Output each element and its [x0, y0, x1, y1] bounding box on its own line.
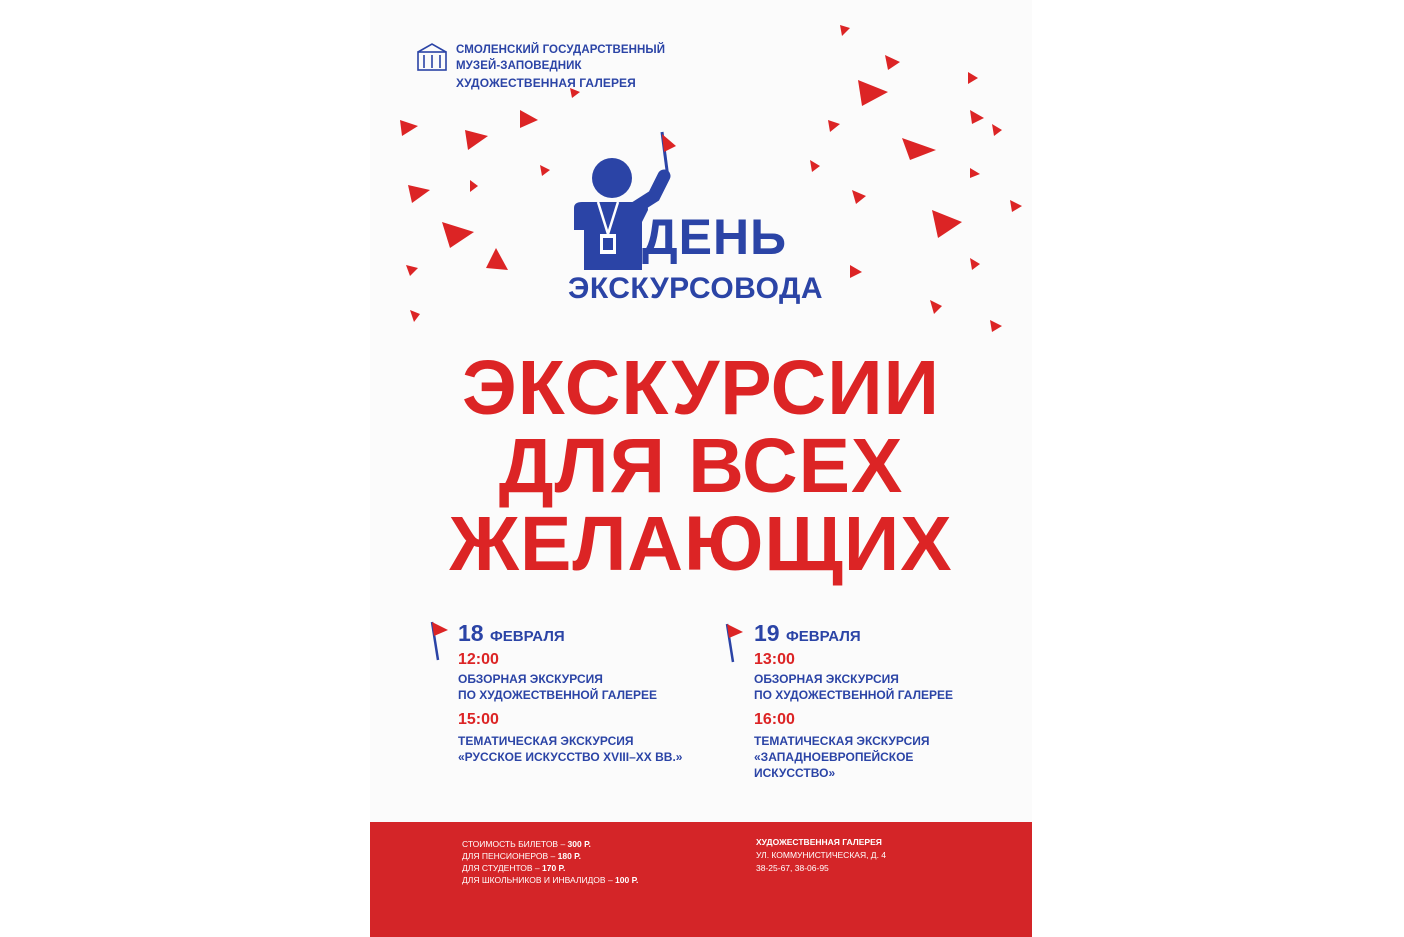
- price-label: ДЛЯ ШКОЛЬНИКОВ И ИНВАЛИДОВ –: [462, 875, 616, 885]
- price-value: 300 Р.: [567, 839, 591, 849]
- day2-event1-time: 13:00: [754, 651, 795, 668]
- schedule-day1-date: [458, 622, 565, 645]
- price-label: ДЛЯ ПЕНСИОНЕРОВ –: [462, 851, 558, 861]
- day2-event1-desc-line2: ПО ХУДОЖЕСТВЕННОЙ ГАЛЕРЕЕ: [754, 688, 954, 702]
- day2-event2-time: 16:00: [754, 711, 795, 728]
- museum-name-line2: МУЗЕЙ-ЗАПОВЕДНИК: [456, 60, 582, 72]
- museum-logo-icon: [416, 42, 448, 72]
- day2-month: ФЕВРАЛЯ: [785, 628, 861, 645]
- price-label: СТОИМОСТЬ БИЛЕТОВ –: [462, 839, 568, 849]
- footer-bar: [370, 822, 1032, 937]
- venue-phones: 38-25-67, 38-06-95: [756, 863, 829, 873]
- red-flag-icon: [430, 620, 450, 662]
- price-value: 180 Р.: [557, 851, 581, 861]
- price-line-1: [462, 840, 591, 849]
- day2-event2-desc-line3: ИСКУССТВО»: [754, 766, 836, 780]
- price-label: ДЛЯ СТУДЕНТОВ –: [462, 863, 543, 873]
- headline-line1: ЭКСКУРСИИ: [462, 345, 940, 431]
- day1-event1-desc-line2: ПО ХУДОЖЕСТВЕННОЙ ГАЛЕРЕЕ: [458, 688, 658, 702]
- day1-number: 18: [458, 620, 484, 646]
- title-guide: ЭКСКУРСОВОДА: [568, 272, 824, 305]
- museum-name-line1: СМОЛЕНСКИЙ ГОСУДАРСТВЕННЫЙ: [456, 44, 666, 56]
- red-flag-icon: [725, 622, 745, 664]
- day1-event1-time: 12:00: [458, 651, 499, 668]
- headline-line3: ЖЕЛАЮЩИХ: [449, 501, 953, 587]
- price-value: 100 Р.: [615, 875, 639, 885]
- day1-event2-time: 15:00: [458, 711, 499, 728]
- poster: [370, 0, 1032, 937]
- price-line-4: [462, 876, 638, 885]
- day1-event2-desc-line1: ТЕМАТИЧЕСКАЯ ЭКСКУРСИЯ: [458, 734, 634, 748]
- venue-address: УЛ. КОММУНИСТИЧЕСКАЯ, Д. 4: [756, 850, 887, 860]
- gallery-name: ХУДОЖЕСТВЕННАЯ ГАЛЕРЕЯ: [456, 76, 636, 90]
- day2-event1-desc-line1: ОБЗОРНАЯ ЭКСКУРСИЯ: [754, 672, 899, 686]
- schedule-day2-date: [754, 622, 861, 645]
- day1-month: ФЕВРАЛЯ: [489, 628, 565, 645]
- day1-event1-desc-line1: ОБЗОРНАЯ ЭКСКУРСИЯ: [458, 672, 603, 686]
- day1-event2-desc-line2: «РУССКОЕ ИСКУССТВО XVIII–XX ВВ.»: [458, 750, 683, 764]
- price-line-2: [462, 852, 581, 861]
- day2-event2-desc-line1: ТЕМАТИЧЕСКАЯ ЭКСКУРСИЯ: [754, 734, 930, 748]
- day2-number: 19: [754, 620, 780, 646]
- venue-name: ХУДОЖЕСТВЕННАЯ ГАЛЕРЕЯ: [756, 837, 882, 847]
- price-value: 170 Р.: [542, 863, 566, 873]
- title-day: ДЕНЬ: [642, 209, 788, 265]
- headline-line2: ДЛЯ ВСЕХ: [498, 423, 904, 509]
- day2-event2-desc-line2: «ЗАПАДНОЕВРОПЕЙСКОЕ: [754, 750, 914, 764]
- price-line-3: [462, 864, 565, 873]
